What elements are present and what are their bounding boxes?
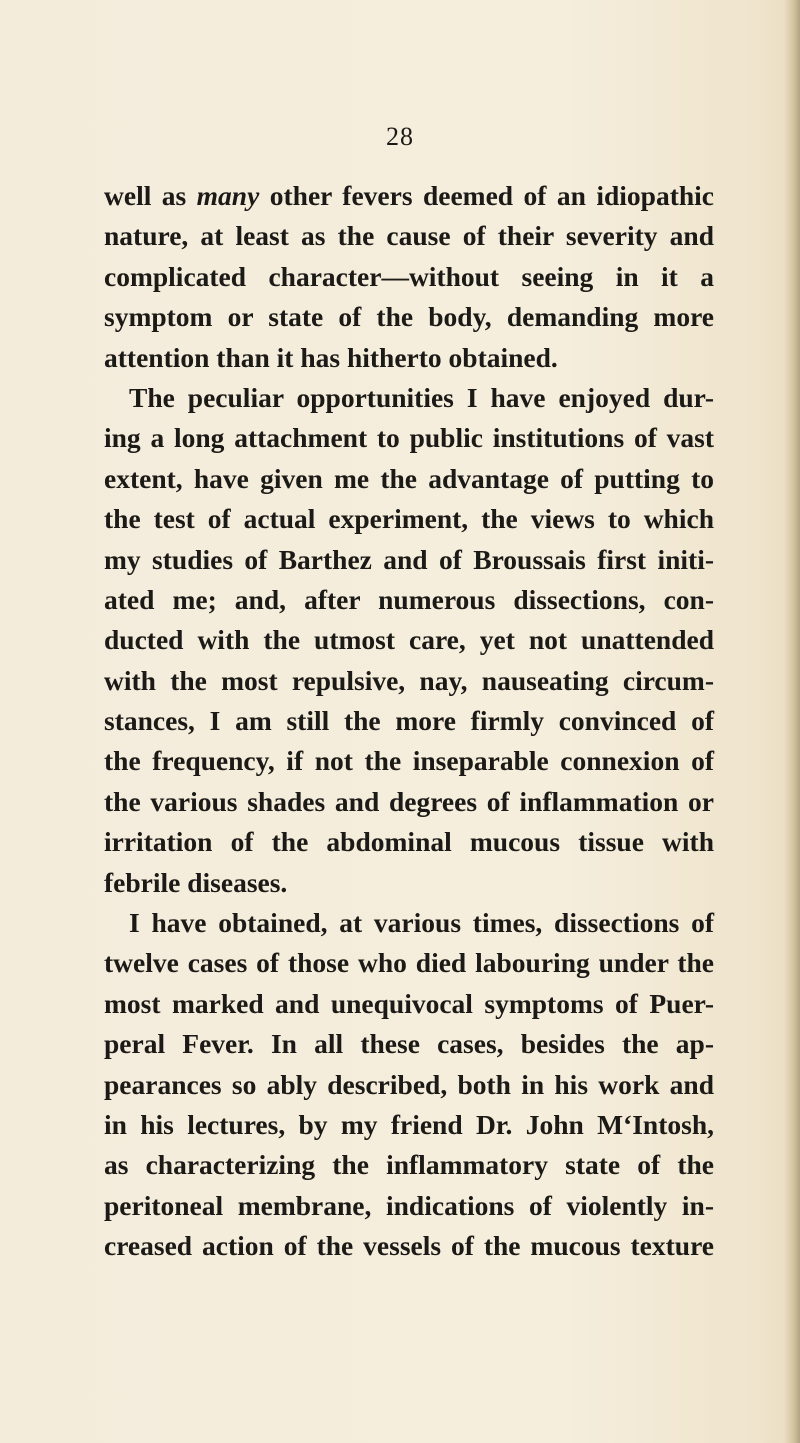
text-line: attention than it has hitherto obtained. xyxy=(104,341,558,373)
body-text xyxy=(104,176,714,1267)
page-number: 28 xyxy=(386,122,414,151)
text-line: ated me; and, after numerous dissections, con- xyxy=(104,583,714,615)
emphasis-word: many xyxy=(196,180,260,211)
text-line: the test of actual experiment, the views to which xyxy=(104,503,714,535)
text-line: twelve cases of those who died labouring under the xyxy=(104,947,714,979)
text-line: in his lectures, by my friend Dr. John M‘Intosh, xyxy=(104,1108,714,1140)
text-line: most marked and unequivocal symptoms of Puer- xyxy=(104,987,714,1019)
text-line: peritoneal membrane, indications of violently in- xyxy=(104,1189,714,1221)
text-line: my studies of Barthez and of Broussais first initi- xyxy=(104,543,714,575)
text-line: ducted with the utmost care, yet not unattended xyxy=(104,624,714,656)
text-line: nature, at least as the cause of their severity and xyxy=(104,220,714,252)
text-line: I have obtained, at various times, dissections of xyxy=(129,907,714,939)
text-line: irritation of the abdominal mucous tissue with xyxy=(104,826,714,858)
text-line: The peculiar opportunities I have enjoyed dur- xyxy=(129,381,714,413)
text-line: the various shades and degrees of inflammation or xyxy=(104,785,714,817)
text-line: stances, I am still the more firmly convinced of xyxy=(104,705,714,737)
text-line: with the most repulsive, nay, nauseating circum- xyxy=(104,664,714,696)
text-line: pearances so ably described, both in his work and xyxy=(104,1068,714,1100)
text-line: ing a long attachment to public institutions of vast xyxy=(104,422,714,454)
text-line: extent, have given me the advantage of putting to xyxy=(104,462,714,494)
text-line: creased action of the vessels of the mucous texture xyxy=(104,1230,714,1262)
page-edge-shadow xyxy=(784,0,800,1443)
text-line: symptom or state of the body, demanding more xyxy=(104,301,714,333)
text-line: febrile diseases. xyxy=(104,866,288,898)
text-line: the frequency, if not the inseparable connexion of xyxy=(104,745,714,777)
text-line: complicated character—without seeing in it a xyxy=(104,260,714,292)
text-line: peral Fever. In all these cases, besides the ap- xyxy=(104,1028,714,1060)
text-line: well as many other fevers deemed of an idiopathic xyxy=(104,180,714,211)
text-line: as characterizing the inflammatory state of the xyxy=(104,1149,714,1181)
